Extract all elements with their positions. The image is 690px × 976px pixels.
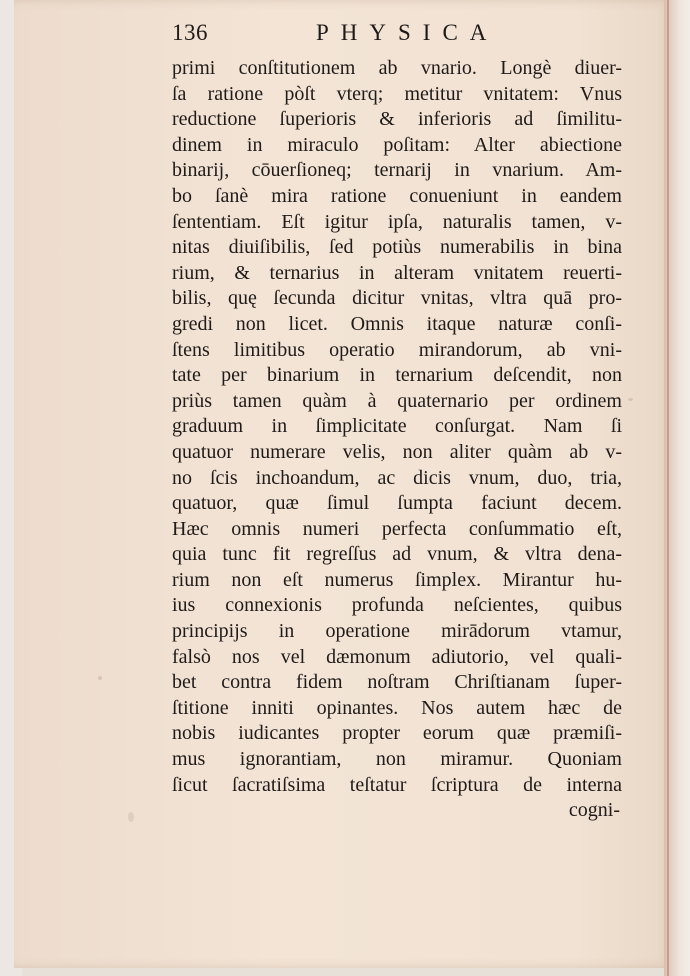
- text-line: quatuor numerare velis, non aliter quàm ab v-: [172, 440, 622, 463]
- text-line: bilis, quę ſecunda dicitur vnitas, vltra quā pro-: [172, 287, 622, 310]
- text-line: nobis iudicantes propter eorum quæ præmiſi-: [172, 722, 622, 745]
- text-line: rium, & ternarius in alteram vnitatem reuerti-: [172, 261, 622, 284]
- text-line: nitas diuiſibilis, ſed potiùs numerabilis in bina: [172, 236, 622, 259]
- text-line: gredi non licet. Omnis itaque naturæ conſi-: [172, 312, 622, 335]
- text-line: quia tunc fit regreſſus ad vnum, & vltra dena-: [172, 543, 622, 566]
- text-line: no ſcis inchoandum, ac dicis vnum, duo, tria,: [172, 466, 622, 489]
- text-line: falsò nos vel dæmonum adiutorio, vel quali-: [172, 645, 622, 668]
- text-line: rium non eſt numerus ſimplex. Mirantur hu-: [172, 568, 622, 591]
- text-line: priùs tamen quàm à quaternario per ordinem: [172, 389, 622, 412]
- text-line: mus ignorantiam, non miramur. Quoniam: [172, 748, 622, 771]
- text-line: bo ſanè mira ratione conueniunt in eandem: [172, 184, 622, 207]
- ink-speck: [98, 676, 102, 680]
- text-line: ſicut ſacratiſsima teſtatur ſcriptura de interna: [172, 773, 622, 796]
- text-line: binarij, cōuerſioneq; ternarij in vnarium. Am-: [172, 159, 622, 182]
- text-line: ius connexionis profunda neſcientes, quibus: [172, 594, 622, 617]
- text-line: primi conſtitutionem ab vnario. Longè diuer-: [172, 57, 622, 79]
- page-fold-line: [667, 0, 669, 976]
- ink-speck: [128, 812, 134, 822]
- text-line: bet contra fidem noſtram Chriſtianam ſuper-: [172, 671, 622, 694]
- text-line: graduum in ſimplicitate conſurgat. Nam ſi: [172, 415, 622, 438]
- catchword: cogni-: [568, 799, 620, 822]
- text-line: principijs in operatione mirādorum vtamur,: [172, 620, 622, 643]
- text-line: reductione ſuperioris & inferioris ad ſimilitu-: [172, 108, 622, 131]
- text-line: ſa ratione pòſt vterq; metitur vnitatem: Vnus: [172, 82, 622, 105]
- text-line: ſtitione inniti opinantes. Nos autem hæc de: [172, 696, 622, 719]
- running-title: PHYSICA: [316, 20, 499, 45]
- text-line: Hæc omnis numeri perfecta conſummatio eſt,: [172, 517, 622, 540]
- text-line: tate per binarium in ternarium deſcendit, non: [172, 364, 622, 387]
- page-number: 136: [172, 20, 208, 45]
- text-line: ſententiam. Eſt igitur ipſa, naturalis tamen, v-: [172, 210, 622, 233]
- text-line: quatuor, quæ ſimul ſumpta faciunt decem.: [172, 492, 622, 515]
- page-header: [172, 20, 622, 52]
- ink-speck: [628, 398, 633, 401]
- body-text: [172, 56, 622, 824]
- text-line: ſtens limitibus operatio mirandorum, ab vni-: [172, 338, 622, 361]
- text-line: dinem in miraculo poſitam: Alter abiectione: [172, 133, 622, 156]
